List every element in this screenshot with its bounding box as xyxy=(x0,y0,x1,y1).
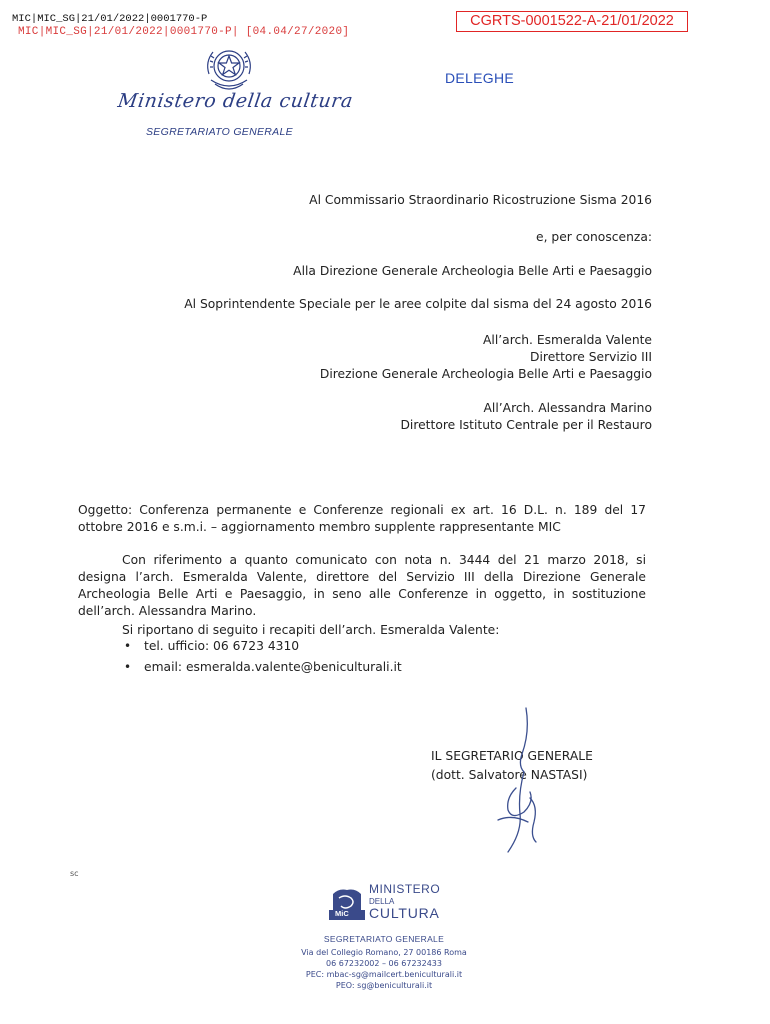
recipient-commissioner: Al Commissario Straordinario Ricostruzione Sisma 2016 xyxy=(309,193,652,207)
footer-address: Via del Collegio Romano, 27 00186 Roma xyxy=(301,948,467,957)
logo-line1: MINISTERO xyxy=(369,882,441,896)
signer-name: (dott. Salvatore NASTASI) xyxy=(431,768,588,782)
recipient-valente: All’arch. Esmeralda Valente xyxy=(483,333,652,347)
republic-emblem-icon xyxy=(201,44,257,96)
protocol-stamp: MIC|MIC_SG|21/01/2022|0001770-P xyxy=(12,13,208,25)
body-paragraph: Con riferimento a quanto comunicato con nota n. 3444 del 21 marzo 2018, si designa l’arch. Esmeralda Valente, direttore del Servizio III della Direzione Generale Archeologia Belle Arti e Paesaggio, in seno alle Conferenze in oggetto, in sostituzione dell’arch. Alessandra Marino. xyxy=(78,553,646,618)
incoming-protocol-box: CGRTS-0001522-A-21/01/2022 xyxy=(456,11,688,32)
ministry-name: Ministero della cultura xyxy=(116,90,355,112)
ministry-department: SEGRETARIATO GENERALE xyxy=(146,126,293,138)
contacts-list xyxy=(120,636,402,678)
logo-mark: MiC xyxy=(335,909,349,918)
footer-ministry-logo xyxy=(329,882,449,922)
logo-line2: DELLA xyxy=(369,897,395,906)
signer-title: IL SEGRETARIO GENERALE xyxy=(431,749,593,763)
recipient-valente-role: Direttore Servizio III xyxy=(530,350,652,364)
recipient-dg-abap: Alla Direzione Generale Archeologia Belle Arti e Paesaggio xyxy=(293,264,652,278)
footer-peo: PEO: sg@beniculturali.it xyxy=(335,981,433,990)
recipient-marino: All’Arch. Alessandra Marino xyxy=(483,401,652,415)
recipient-soprintendente: Al Soprintendente Speciale per le aree colpite dal sisma del 24 agosto 2016 xyxy=(184,297,652,311)
category-label: DELEGHE xyxy=(445,70,515,86)
logo-line3: CULTURA xyxy=(369,905,440,921)
recipient-valente-office: Direzione Generale Archeologia Belle Arti e Paesaggio xyxy=(319,367,652,381)
contacts-intro: Si riportano di seguito i recapiti dell’arch. Esmeralda Valente: xyxy=(122,623,500,637)
footer-pec: PEC: mbac-sg@mailcert.beniculturali.it xyxy=(305,970,463,979)
handwritten-signature xyxy=(478,702,568,862)
footer-department: SEGRETARIATO GENERALE xyxy=(323,934,445,944)
subject-line: Oggetto: Conferenza permanente e Conferenze regionali ex art. 16 D.L. n. 189 del 17 ottobre 2016 e s.m.i. – aggiornamento membro supplente rappresentante MIC xyxy=(78,503,646,534)
footer-phone: 06 67232002 – 06 67232433 xyxy=(326,959,442,968)
contact-email: • email: esmeralda.valente@beniculturali.it xyxy=(120,657,402,678)
protocol-stamp-red: MIC|MIC_SG|21/01/2022|0001770-P| [04.04/27/2020] xyxy=(18,26,350,38)
drafter-initials: sc xyxy=(70,869,79,878)
contact-phone: • tel. ufficio: 06 6723 4310 xyxy=(120,636,402,657)
recipient-marino-role: Direttore Istituto Centrale per il Restauro xyxy=(400,418,652,432)
cc-label: e, per conoscenza: xyxy=(536,230,652,244)
